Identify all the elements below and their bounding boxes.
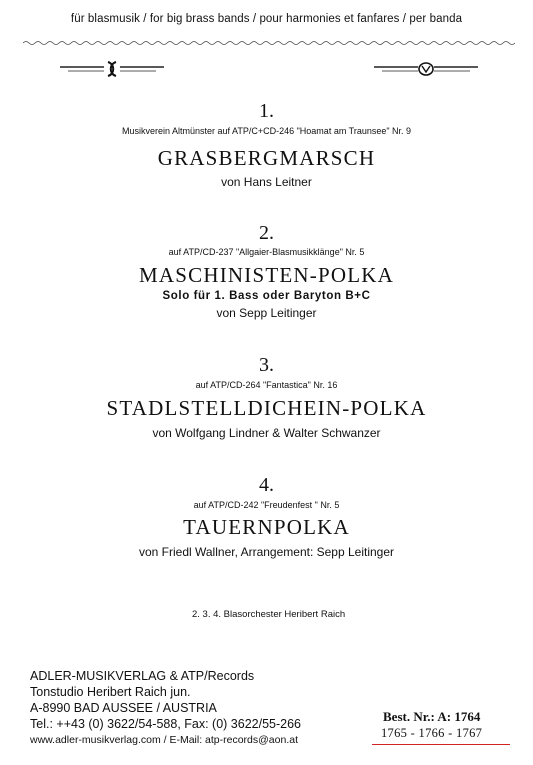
- publisher-address: A-8990 BAD AUSSEE / AUSTRIA: [30, 701, 217, 715]
- orchestra-note: 2. 3. 4. Blasorchester Heribert Raich: [192, 609, 346, 620]
- order-series-numbers: 1765 - 1766 - 1767: [381, 726, 483, 740]
- piece-4-title: TAUERNPOLKA: [183, 515, 350, 539]
- piece-3-title: STADLSTELLDICHEIN-POLKA: [106, 396, 427, 420]
- piece-3-source: auf ATP/CD-264 "Fantastica" Nr. 16: [195, 380, 338, 390]
- red-underline: [372, 744, 510, 745]
- piece-1-source: Musikverein Altmünster auf ATP/C+CD-246 "Hoamat am Traunsee" Nr. 9: [121, 126, 412, 136]
- piece-2-title: MASCHINISTEN-POLKA: [139, 263, 394, 287]
- left-ornament-icon: [58, 60, 166, 78]
- publisher-name: ADLER-MUSIKVERLAG & ATP/Records: [30, 669, 255, 683]
- wavy-divider: [23, 40, 515, 46]
- piece-2-number: 2.: [259, 222, 274, 244]
- piece-1-composer: von Hans Leitner: [221, 175, 312, 189]
- publisher-contact: www.adler-musikverlag.com / E-Mail: atp-records@aon.at: [30, 734, 298, 746]
- piece-3-number: 3.: [259, 354, 274, 376]
- piece-4-source: auf ATP/CD-242 "Freudenfest " Nr. 5: [193, 500, 340, 510]
- order-number: Best. Nr.: A: 1764: [383, 709, 481, 724]
- piece-1-title: GRASBERGMARSCH: [157, 146, 376, 170]
- piece-2-composer: von Sepp Leitinger: [216, 306, 317, 320]
- piece-3-composer: von Wolfgang Lindner & Walter Schwanzer: [152, 426, 381, 440]
- piece-2-solo: Solo für 1. Bass oder Baryton B+C: [162, 290, 371, 302]
- publisher-studio: Tonstudio Heribert Raich jun.: [30, 685, 191, 699]
- piece-4-composer: von Friedl Wallner, Arrangement: Sepp Leitinger: [138, 545, 395, 559]
- right-ornament-icon: [372, 60, 480, 78]
- piece-1-number: 1.: [259, 100, 274, 122]
- publisher-block: [30, 668, 301, 748]
- header-tagline: für blasmusik / for big brass bands / pour harmonies et fanfares / per banda: [70, 13, 463, 25]
- publisher-phone: Tel.: ++43 (0) 3622/54-588, Fax: (0) 3622/55-266: [30, 717, 302, 731]
- piece-2-source: auf ATP/CD-237 "Allgaier-Blasmusikklänge" Nr. 5: [168, 247, 365, 257]
- piece-4-number: 4.: [259, 474, 274, 496]
